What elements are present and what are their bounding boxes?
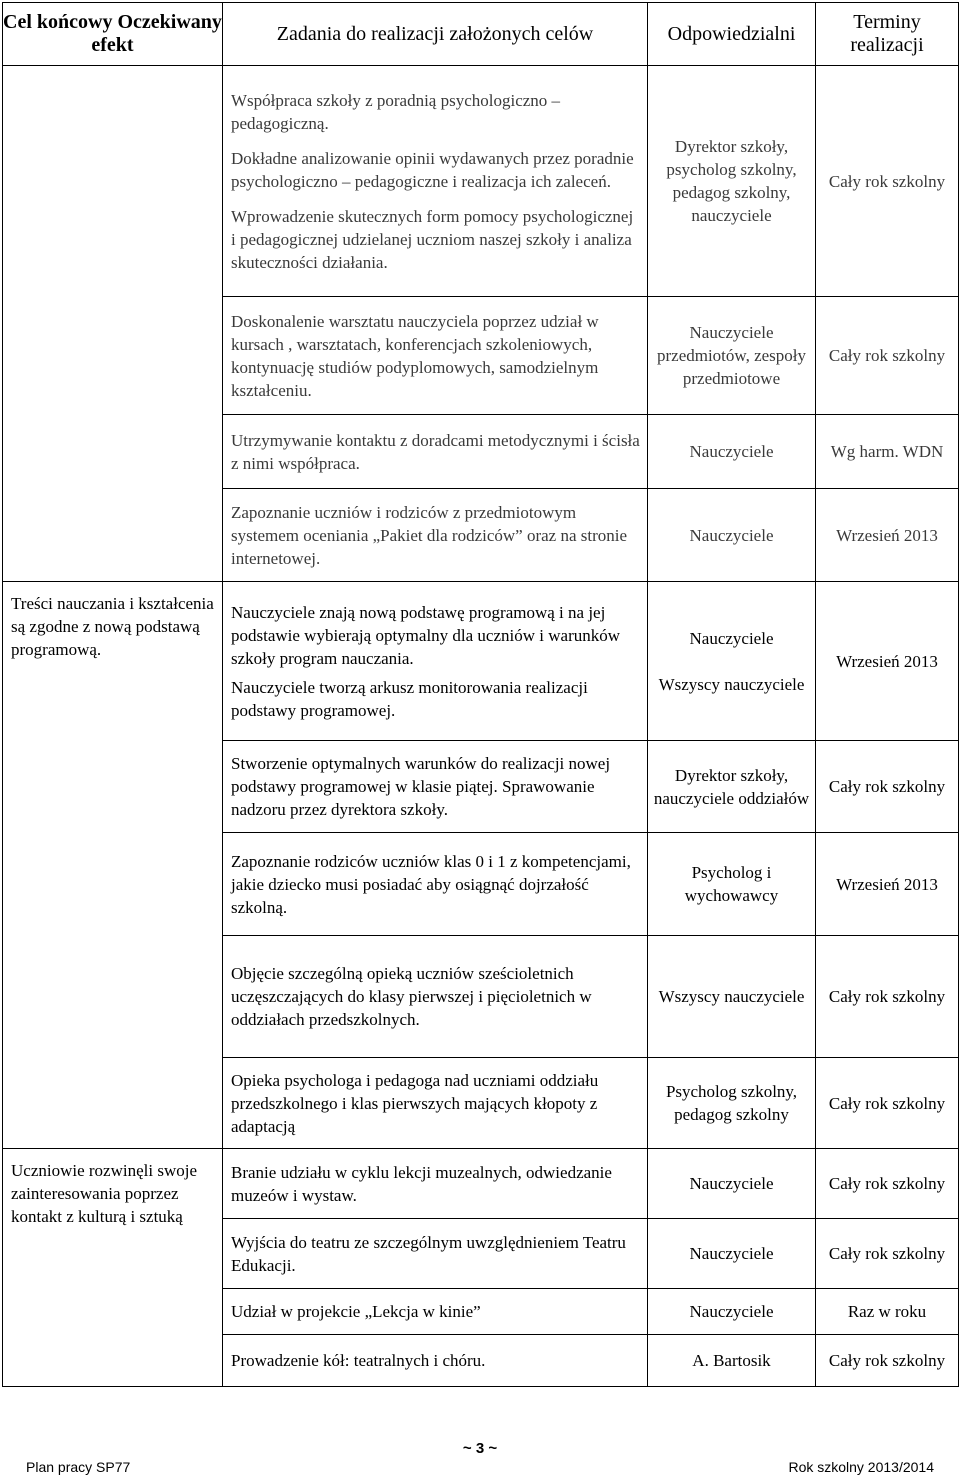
term-cell: Wrzesień 2013 — [816, 833, 959, 936]
table-row — [3, 1149, 959, 1219]
plan-table — [2, 2, 959, 1387]
page-number: ~ 3 ~ — [462, 1440, 498, 1457]
responsible-cell: Wszyscy nauczyciele — [648, 936, 816, 1058]
term-cell: Cały rok szkolny — [816, 1219, 959, 1289]
task-text: Nauczyciele tworzą arkusz monitorowania realizacji podstawy programowej. — [231, 677, 588, 720]
responsible-cell — [648, 582, 816, 741]
task-text: Wprowadzenie skutecznych form pomocy psychologicznej i pedagogicznej udzielanej uczniom naszej szkoły i analiza skuteczności działania. — [231, 206, 634, 272]
responsible-cell: Dyrektor szkoły, psycholog szkolny, pedagog szkolny, nauczyciele — [648, 66, 816, 297]
goal-cell — [3, 66, 223, 582]
table-row — [3, 66, 959, 297]
task-cell: Opieka psychologa i pedagoga nad uczniami oddziału przedszkolnego i klas pierwszych mających kłopoty z adaptacją — [223, 1058, 648, 1149]
footer-school-year: Rok szkolny 2013/2014 — [788, 1459, 934, 1475]
task-text: Dokładne analizowanie opinii wydawanych przez poradnie psychologiczno – pedagogiczne i realizacja ich zaleceń. — [231, 148, 634, 191]
task-cell: Prowadzenie kół: teatralnych i chóru. — [223, 1335, 648, 1387]
responsible-text: Nauczyciele — [689, 628, 774, 648]
task-cell: Branie udziału w cyklu lekcji muzealnych, odwiedzanie muzeów i wystaw. — [223, 1149, 648, 1219]
responsible-cell: Psycholog i wychowawcy — [648, 833, 816, 936]
term-cell: Raz w roku — [816, 1289, 959, 1335]
term-cell: Wrzesień 2013 — [816, 489, 959, 582]
term-cell: Cały rok szkolny — [816, 1149, 959, 1219]
term-cell: Cały rok szkolny — [816, 936, 959, 1058]
task-cell — [223, 582, 648, 741]
responsible-cell: Nauczyciele — [648, 1289, 816, 1335]
task-text: Nauczyciele znają nową podstawę programową i na jej podstawie wybierają optymalny dla uczniów i warunków szkoły program nauczania. — [231, 602, 621, 668]
task-cell: Zapoznanie rodziców uczniów klas 0 i 1 z kompetencjami, jakie dziecko musi posiadać aby osiągnąć dojrzałość szkolną. — [223, 833, 648, 936]
term-cell: Wg harm. WDN — [816, 415, 959, 489]
task-cell: Doskonalenie warsztatu nauczyciela poprzez udział w kursach , warsztatach, konferencjach szkoleniowych, kontynuację studiów podyplomowych, samodzielnym kształceniu. — [223, 297, 648, 415]
task-cell — [223, 66, 648, 297]
responsible-cell: Nauczyciele — [648, 415, 816, 489]
footer-plan-label: Plan pracy SP77 — [26, 1459, 131, 1475]
header-terms: Terminy realizacji — [816, 3, 959, 66]
header-goal: Cel końcowy Oczekiwany efekt — [3, 3, 223, 66]
task-cell: Stworzenie optymalnych warunków do realizacji nowej podstawy programowej w klasie piątej. Sprawowanie nadzoru przez dyrektora szkoły. — [223, 741, 648, 833]
term-cell: Cały rok szkolny — [816, 1058, 959, 1149]
header-responsible: Odpowiedzialni — [648, 3, 816, 66]
task-cell: Wyjścia do teatru ze szczególnym uwzględnieniem Teatru Edukacji. — [223, 1219, 648, 1289]
header-tasks: Zadania do realizacji założonych celów — [223, 3, 648, 66]
goal-cell: Uczniowie rozwinęli swoje zainteresowania poprzez kontakt z kulturą i sztuką — [3, 1149, 223, 1387]
task-cell: Objęcie szczególną opieką uczniów sześcioletnich uczęszczających do klasy pierwszej i pięcioletnich w oddziałach przedszkolnych. — [223, 936, 648, 1058]
goal-cell: Treści nauczania i kształcenia są zgodne z nową podstawą programową. — [3, 582, 223, 1149]
term-cell: Wrzesień 2013 — [816, 582, 959, 741]
responsible-text: Wszyscy nauczyciele — [658, 674, 805, 694]
term-cell: Cały rok szkolny — [816, 297, 959, 415]
responsible-cell: Nauczyciele przedmiotów, zespoły przedmiotowe — [648, 297, 816, 415]
responsible-cell: A. Bartosik — [648, 1335, 816, 1387]
responsible-cell: Psycholog szkolny, pedagog szkolny — [648, 1058, 816, 1149]
term-cell: Cały rok szkolny — [816, 1335, 959, 1387]
task-cell: Utrzymywanie kontaktu z doradcami metodycznymi i ścisła z nimi współpraca. — [223, 415, 648, 489]
term-cell: Cały rok szkolny — [816, 66, 959, 297]
task-text: Współpraca szkoły z poradnią psychologiczno – pedagogiczną. — [231, 90, 561, 133]
responsible-cell: Nauczyciele — [648, 489, 816, 582]
term-cell: Cały rok szkolny — [816, 741, 959, 833]
table-row — [3, 582, 959, 741]
responsible-cell: Nauczyciele — [648, 1219, 816, 1289]
header-row — [3, 3, 959, 66]
task-cell: Udział w projekcie „Lekcja w kinie” — [223, 1289, 648, 1335]
responsible-cell: Dyrektor szkoły, nauczyciele oddziałów — [648, 741, 816, 833]
responsible-cell: Nauczyciele — [648, 1149, 816, 1219]
task-cell: Zapoznanie uczniów i rodziców z przedmiotowym systemem oceniania „Pakiet dla rodziców” oraz na stronie internetowej. — [223, 489, 648, 582]
